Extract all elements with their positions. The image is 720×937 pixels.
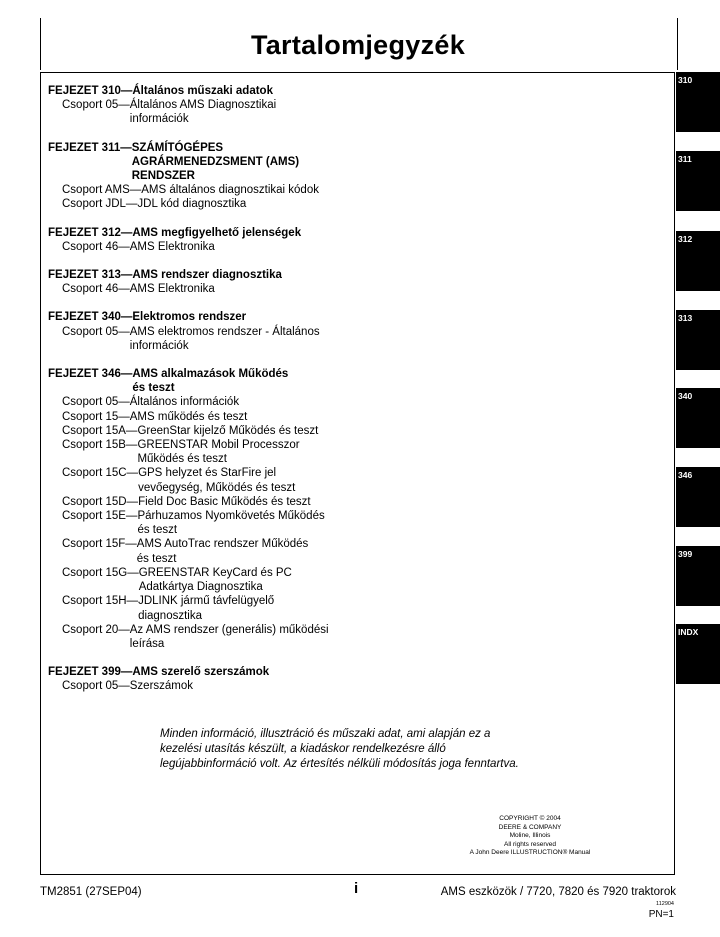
- chapter-title-line: Általános műszaki adatok: [132, 85, 273, 97]
- group-title-line: és teszt: [137, 524, 178, 537]
- group-title: [130, 282, 468, 296]
- chapter-heading: [48, 226, 468, 240]
- group-title-line: JDLINK jármű távfelügyelő: [138, 595, 275, 608]
- chapter-number: FEJEZET 340—: [48, 311, 133, 324]
- group-entry: [48, 395, 468, 409]
- chapter-entry: [48, 367, 468, 651]
- chapter-heading: [48, 84, 468, 98]
- group-title-line: Szerszámok: [129, 680, 194, 693]
- group-title-line: leírása: [129, 637, 165, 650]
- group-entry: [48, 424, 468, 438]
- chapter-title: [132, 226, 468, 240]
- group-number: Csoport 15C—: [62, 467, 139, 480]
- group-number: Csoport 46—: [62, 283, 130, 296]
- group-title: [137, 424, 468, 438]
- chapter-entry: [48, 310, 468, 353]
- group-number: Csoport 05—: [62, 325, 130, 338]
- chapter-number: FEJEZET 312—: [48, 226, 133, 239]
- chapter-title-line: és teszt: [132, 382, 175, 395]
- group-title-line: AMS elektromos rendszer - Általános: [129, 325, 320, 338]
- group-entry: [48, 410, 468, 424]
- chapter-title-line: AMS megfigyelhető jelenségek: [132, 226, 302, 239]
- chapter-title: [132, 141, 468, 184]
- chapter-title: [132, 367, 468, 395]
- group-title-line: információk: [129, 339, 189, 352]
- chapter-number: FEJEZET 310—: [48, 85, 133, 97]
- chapter-entry: [48, 141, 468, 212]
- chapter-number: FEJEZET 346—: [48, 368, 133, 381]
- footer-pn: PN=1: [648, 909, 674, 920]
- group-entry: [48, 183, 468, 197]
- group-title-line: AMS Elektronika: [129, 240, 215, 253]
- group-number: Csoport 15A—: [62, 424, 138, 437]
- table-of-contents: [48, 84, 468, 708]
- group-title: [130, 679, 468, 693]
- chapter-heading: [48, 310, 468, 324]
- group-number: Csoport JDL—: [62, 198, 138, 211]
- chapter-entry: [48, 84, 468, 127]
- group-number: Csoport 15B—: [62, 439, 138, 452]
- group-title-line: Működés és teszt: [137, 453, 227, 466]
- group-title-line: GREENSTAR Mobil Processzor: [137, 439, 300, 452]
- chapter-title: [132, 665, 468, 679]
- copyright-line: All rights reserved: [503, 840, 557, 848]
- group-title-line: Általános AMS Diagnosztikai: [129, 99, 277, 112]
- group-title: [138, 466, 468, 494]
- copyright-line: DEERE & COMPANY: [498, 823, 562, 831]
- group-title-line: diagnosztika: [138, 609, 202, 622]
- chapter-title-line: AGRÁRMENEDZSMENT (AMS): [131, 155, 300, 168]
- group-title: [137, 197, 468, 211]
- chapter-title-line: AMS rendszer diagnosztika: [132, 269, 282, 282]
- group-title-line: és teszt: [136, 552, 177, 565]
- group-title-line: GPS helyzet és StarFire jel: [138, 467, 277, 480]
- copyright-line: Moline, Illinois: [509, 832, 551, 839]
- group-title: [130, 240, 468, 254]
- group-entry: [48, 623, 468, 651]
- group-number: Csoport 15D—: [62, 495, 139, 508]
- chapter-title-line: SZÁMÍTÓGÉPES: [131, 141, 224, 154]
- group-title: [137, 438, 468, 466]
- group-title: [138, 495, 468, 509]
- footer-page-number: i: [354, 880, 359, 897]
- group-entry: [48, 679, 468, 693]
- copyright-line: COPYRIGHT © 2004: [499, 815, 561, 822]
- group-entry: [48, 594, 468, 622]
- copyright-line: A John Deere ILLUSTRUCTION® Manual: [469, 849, 591, 856]
- group-number: Csoport 05—: [62, 396, 130, 409]
- chapter-number: FEJEZET 311—: [48, 141, 132, 154]
- group-entry: [48, 325, 468, 353]
- group-title: [141, 183, 468, 197]
- group-number: Csoport 05—: [62, 99, 130, 112]
- group-title-line: JDL kód diagnosztika: [137, 198, 247, 211]
- page-title: Tartalomjegyzék: [250, 30, 466, 60]
- notice-text: [160, 727, 550, 772]
- group-title-line: Párhuzamos Nyomkövetés Működés: [137, 510, 325, 523]
- chapter-heading: [48, 268, 468, 282]
- group-entry: [48, 438, 468, 466]
- section-tab[interactable]: 340: [676, 388, 720, 448]
- chapter-title: [132, 310, 468, 324]
- group-entry: [48, 566, 468, 594]
- group-entry: [48, 240, 468, 254]
- chapter-title-line: RENDSZER: [131, 170, 195, 183]
- group-entry: [48, 495, 468, 509]
- group-number: Csoport 15—: [62, 410, 130, 423]
- group-title-line: vevőegység, Működés és teszt: [138, 481, 296, 494]
- group-number: Csoport 15F—: [62, 538, 137, 551]
- section-tab[interactable]: 313: [676, 310, 720, 370]
- group-title: [130, 623, 468, 651]
- chapter-entry: [48, 226, 468, 254]
- group-entry: [48, 509, 468, 537]
- section-tab[interactable]: 310: [676, 72, 720, 132]
- chapter-title-line: Elektromos rendszer: [132, 311, 247, 324]
- footer-manual-id: TM2851 (27SEP04): [40, 886, 142, 898]
- section-tab[interactable]: 311: [676, 151, 720, 211]
- chapter-heading: [48, 665, 468, 679]
- group-entry: [48, 466, 468, 494]
- group-number: Csoport 46—: [62, 240, 130, 253]
- group-number: Csoport 20—: [62, 623, 130, 636]
- group-title: [130, 325, 468, 353]
- group-number: Csoport AMS—: [62, 184, 142, 197]
- section-tab[interactable]: 312: [676, 231, 720, 291]
- group-number: Csoport 05—: [62, 680, 130, 693]
- group-entry: [48, 537, 468, 565]
- group-title: [130, 395, 468, 409]
- footer-code: 112904: [656, 901, 674, 907]
- footer-manual-title: AMS eszközök / 7720, 7820 és 7920 traktorok: [440, 886, 676, 898]
- group-title-line: AMS általános diagnosztikai kódok: [141, 184, 319, 197]
- group-title-line: GREENSTAR KeyCard és PC: [138, 566, 292, 579]
- group-title-line: Általános információk: [129, 396, 240, 409]
- group-title: [138, 594, 468, 622]
- group-title: [137, 509, 468, 537]
- copyright-block: [430, 815, 630, 858]
- chapter-title: [132, 84, 468, 98]
- group-title: [139, 566, 468, 594]
- group-number: Csoport 15H—: [62, 595, 139, 608]
- group-title-line: Az AMS rendszer (generális) működési: [129, 623, 329, 636]
- group-entry: [48, 98, 468, 126]
- notice-line: kezelési utasítás készült, a kiadáskor rendelkezésre álló: [160, 743, 446, 755]
- group-title-line: AMS Elektronika: [129, 283, 215, 296]
- chapter-heading: [48, 367, 468, 395]
- chapter-title: [132, 268, 468, 282]
- group-title: [130, 98, 468, 126]
- group-number: Csoport 15E—: [62, 510, 138, 523]
- group-title-line: Field Doc Basic Működés és teszt: [138, 495, 311, 508]
- chapter-number: FEJEZET 313—: [48, 269, 133, 282]
- group-title-line: információk: [129, 113, 189, 126]
- chapter-entry: [48, 268, 468, 296]
- group-number: Csoport 15G—: [62, 566, 139, 579]
- group-entry: [48, 197, 468, 211]
- notice-line: legújabbinformáció volt. Az értesítés nélküli módosítás joga fenntartva.: [160, 758, 519, 770]
- chapter-title-line: AMS szerelő szerszámok: [132, 666, 270, 679]
- group-title-line: Adatkártya Diagnosztika: [138, 581, 263, 594]
- group-title: [130, 410, 468, 424]
- group-entry: [48, 282, 468, 296]
- section-tab[interactable]: 346: [676, 467, 720, 527]
- notice-line: Minden információ, illusztráció és műszaki adat, ami alapján ez a: [160, 728, 491, 740]
- chapter-heading: [48, 141, 468, 184]
- group-title-line: AMS AutoTrac rendszer Működés: [136, 538, 309, 551]
- group-title-line: AMS működés és teszt: [129, 410, 248, 423]
- section-tab[interactable]: 399: [676, 546, 720, 606]
- section-tab[interactable]: INDX: [676, 624, 720, 684]
- chapter-title-line: AMS alkalmazások Működés: [132, 368, 289, 381]
- group-title-line: GreenStar kijelző Működés és teszt: [137, 424, 319, 437]
- group-title: [137, 537, 468, 565]
- chapter-number: FEJEZET 399—: [48, 666, 133, 679]
- chapter-entry: [48, 665, 468, 693]
